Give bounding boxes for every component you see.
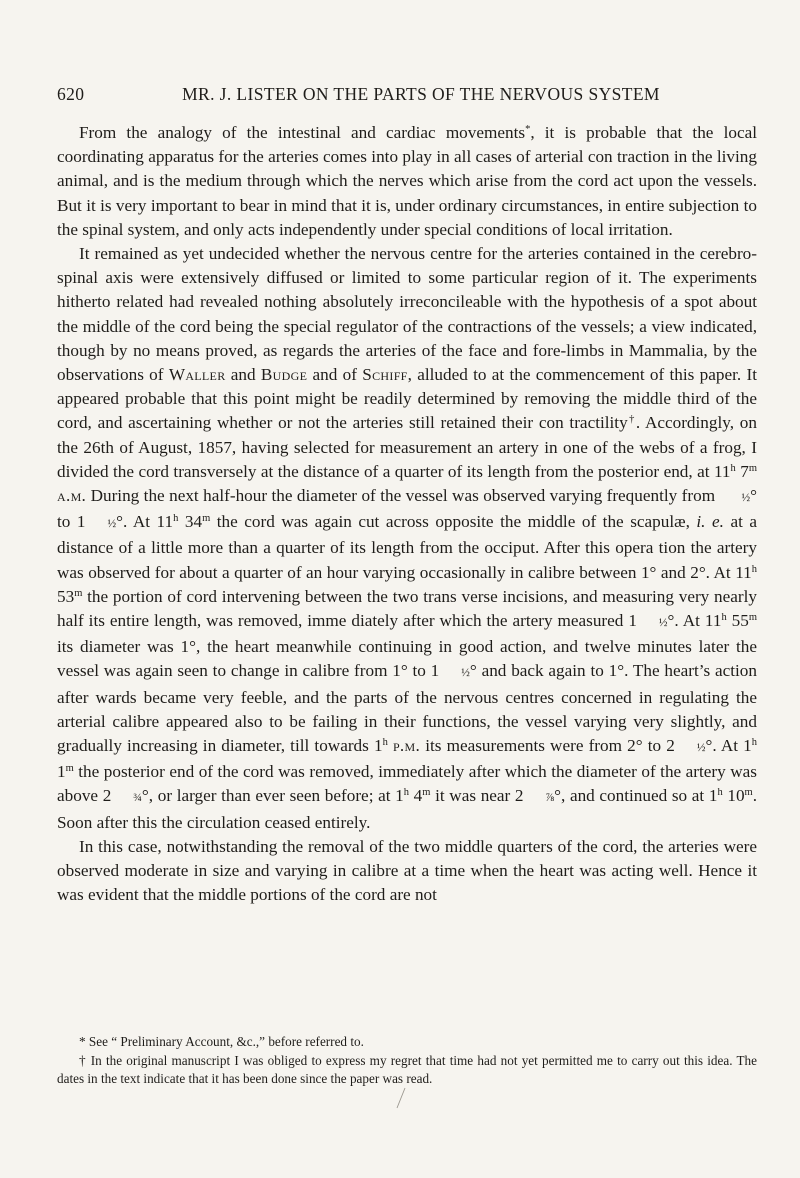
fraction: ¾ [133, 792, 142, 805]
superscript: m [422, 787, 431, 799]
text-run: the cord was again cut across opposite the middle of the scapulæ, [210, 512, 697, 532]
text-run: 53 [57, 586, 75, 606]
superscript: m [744, 787, 753, 799]
superscript: h [751, 563, 757, 575]
text-run: ° and back again to 1°. The heart’s action after wards became very feeble, and the parts of the nervous centres concerned in regulating the arterial calibre appeared also to be failing in their functions, the vessel varying very slightly, and gradually increasing in diameter, till towards 1 [57, 661, 757, 756]
fraction: ½ [696, 742, 706, 755]
text-run: and of [307, 365, 363, 385]
superscript: h [382, 737, 388, 749]
text-run: From the analogy of the intestinal and cardiac movements [79, 123, 526, 142]
text-run: the portion of cord intervening between the two trans verse incisions, and measuring very nearly half its entire length, was removed, imme diately after which the artery measured 1 [57, 586, 757, 631]
text-run: . Soon after this the circulation ceased entirely. [57, 786, 758, 832]
superscript: m [202, 513, 211, 525]
footnotes [57, 1033, 757, 1089]
small-caps-text: Budge [260, 365, 308, 385]
text-run: the posterior end of the cord was removed, immediately after which the diameter of the artery was above 2 [57, 762, 757, 806]
superscript: h [403, 787, 410, 799]
text-run: In this case, notwithstanding the removal of the two middle quarters of the cord, the arteries were observed moderate in size and varying in calibre at a time when the heart was acting well. Hence it was evident that the middle portions of the cord are not [57, 836, 757, 905]
small-caps-text: a.m. [57, 486, 87, 506]
text-run: °. At 11 [667, 611, 722, 631]
superscript: h [730, 463, 736, 475]
footnote-1: * See “ Preliminary Account, &c.,” before referred to. [79, 1034, 364, 1049]
superscript: h [751, 737, 757, 749]
fraction: ½ [461, 667, 470, 680]
text-run: 10 [722, 786, 745, 806]
small-caps-text: Schiff [362, 365, 408, 385]
text-run: °. At 1 [705, 736, 752, 756]
superscript: h [721, 612, 727, 624]
text-run: , alluded to at the commencement of this paper. It appeared probable that this point might be readily determined by removing the middle third of the cord, and ascertaining whether or not the arteries still retained their con tractility [57, 365, 757, 433]
text-run: 4 [409, 786, 423, 806]
text-run: °. At 11 [116, 512, 174, 532]
text-run: . Accordingly, on the 26th of August, 1857, having selected for measurement an artery in one of the webs of a frog, I divided the cord transversely at the distance of a quarter of its length from the posterior end, at 11 [57, 413, 757, 481]
superscript: m [74, 588, 83, 600]
italic-text: i. e. [696, 512, 724, 532]
fraction: ½ [741, 492, 751, 505]
text-run: 55 [726, 611, 749, 631]
page-number: 620 [57, 84, 85, 104]
paragraph [57, 835, 757, 908]
superscript: † [627, 414, 636, 426]
text-run: °, and continued so at 1 [554, 786, 718, 806]
fraction: ⅞ [545, 792, 555, 805]
superscript: h [717, 787, 723, 799]
text-run: and [225, 365, 261, 385]
text-run: it was near 2 [430, 786, 524, 806]
paragraph [57, 121, 757, 242]
fraction: ½ [107, 518, 117, 531]
pencil-mark [395, 1087, 407, 1109]
body-text [57, 121, 757, 908]
text-run: During the next half-hour the diameter of the vessel was observed varying frequently from [86, 486, 720, 506]
text-run: at a distance of a little more than a quarter of its length from the occiput. After this opera tion the artery was observed for about a quarter of an hour varying occasionally in calibre between 1° and 2°. At 11 [57, 512, 757, 582]
small-caps-text: p.m. [392, 736, 421, 756]
small-caps-text: Waller [168, 365, 226, 385]
superscript: * [525, 124, 531, 136]
paragraph [57, 242, 757, 835]
running-title: MR. J. LISTER ON THE PARTS OF THE NERVOUS SYSTEM [182, 84, 660, 104]
text-run: 7 [735, 461, 749, 481]
superscript: m [748, 612, 758, 624]
text-run: , it is probable that the local coordinating apparatus for the arteries comes into play in all cases of arterial con traction in the living animal, and is the medium through which the nerves which arise from the cord act upon the vessels. But it is very important to bear in mind that it is, under ordinary circumstances, in entire subjection to the spinal system, and only acts independently under special conditions of local irritation. [57, 123, 757, 239]
text-run: 1 [57, 762, 66, 782]
superscript: m [748, 463, 757, 475]
text-run: °, or larger than ever seen before; at 1 [141, 786, 404, 806]
text-run: ° to 1 [57, 486, 757, 532]
text-run: It remained as yet undecided whether the nervous centre for the arteries contained in the cerebro-spinal axis were extensively diffused or limited to some particular region of it. The experiments hitherto related had revealed nothing absolutely irreconcileable with the hypothesis of a spot about the middle of the cord being the special regulator of the contractions of the vessels; a view indicated, though by no means proved, as regards the arteries of the face and fore-limbs in Mammalia, by the observations of [57, 244, 757, 385]
superscript: h [173, 513, 179, 525]
text-run: 34 [178, 512, 203, 532]
page-header [57, 84, 757, 108]
superscript: m [65, 763, 74, 775]
fraction: ½ [658, 617, 668, 630]
text-run: its diameter was 1°, the heart meanwhile continuing in good action, and twelve minutes later the vessel was again seen to change in calibre from 1° to 1 [57, 637, 757, 681]
footnote-2: † In the original manuscript I was obliged to express my regret that time had not yet permitted me to carry out this idea. The dates in the text indicate that it has been done since the paper was read. [57, 1052, 757, 1086]
text-run: its measurements were from 2° to 2 [420, 736, 675, 756]
